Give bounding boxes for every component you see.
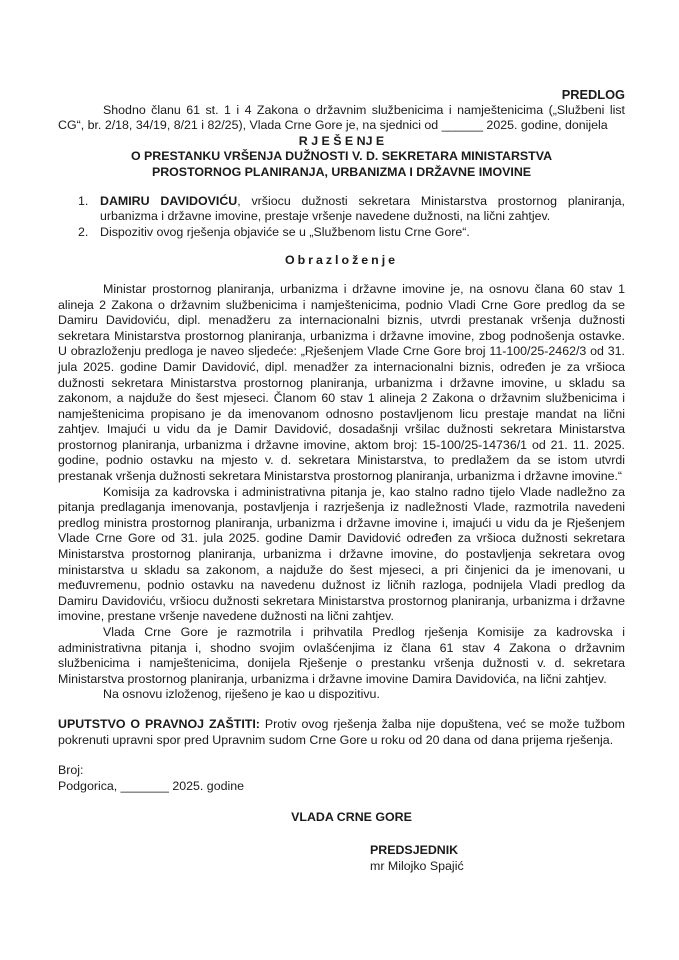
signatory-name: mr Milojko Spajić bbox=[370, 858, 464, 873]
decision-items bbox=[58, 194, 625, 241]
item-text: , vršiocu dužnosti sekretara Ministarstva prostornog planiranja, urbanizma i državne imovine, prestaje vršenje navedene dužnosti, na lični zahtjev. bbox=[100, 193, 626, 224]
place-date: Podgorica, _______ 2025. godine bbox=[58, 778, 245, 793]
decision-subtitle-line1: O PRESTANKU VRŠENJA DUŽNOSTI V. D. SEKRETARA MINISTARSTVA bbox=[130, 149, 553, 164]
reasoning-paragraph: Vlada Crne Gore je razmotrila i prihvatila Predlog rješenja Komisije za kadrovska i administrativna pitanja i, shodno svojim ovlašćenjima iz člana 61 stav 4 Zakona o državnim službenicima i namještenicima, donijela Rješenje o prestanku vršenja dužnosti v. d. sekretara Ministarstva prostornog planiranja, urbanizma i državne imovine Damira Davidovića, na lični zahtjev. bbox=[58, 625, 625, 686]
decision-item bbox=[58, 194, 625, 225]
legal-remedy-text: Protiv ovog rješenja žalba nije dopuštena, već se može tužbom pokrenuti upravni spor pred Upravnim sudom Crne Gore u roku od 20 dana od dana prijema rješenja. bbox=[58, 716, 625, 747]
reasoning-paragraph: Komisija za kadrovska i administrativna pitanja je, kao stalno radno tijelo Vlade nadležno za pitanja predlaganja imenovanja, postavljenja i razrješenja iz nadležnosti Vlade, razmotrila navedeni predlog ministra prostornog planiranja, urbanizma i državne imovine i, imajući u vidu da je Rješenjem Vlade Crne Gore od 31. jula 2025. godine Damir Davidović određen za vršioca dužnosti sekretara Ministarstva prostornog planiranja, urbanizma i državne imovine, do postavljenja sekretara ovog ministarstva u skladu sa zakonom, a najduže do šest mjeseci, a pri činjenici da je imenovani, u međuvremenu, podnio ostavku na navedenu dužnost iz ličnih razloga, podnijela Vladi predlog da Damiru Davidoviću, vršiocu dužnosti sekretara Ministarstva prostornog planiranja, urbanizma i državne imovine, prestane vršenje navedene dužnosti na lični zahtjev. bbox=[58, 484, 625, 624]
decision-item bbox=[58, 225, 625, 241]
decision-subtitle-line2: PROSTORNOG PLANIRANJA, URBANIZMA I DRŽAVNE IMOVINE bbox=[151, 164, 532, 179]
document-page bbox=[58, 87, 625, 874]
decision-title: R J E Š E NJ E bbox=[298, 133, 385, 148]
item-number: 1. bbox=[78, 193, 89, 208]
legal-remedy-label: UPUTSTVO O PRAVNOJ ZAŠTITI: bbox=[58, 716, 260, 731]
item-text: Dispozitiv ovog rješenja objaviće se u „Službenom listu Crne Gore“. bbox=[100, 224, 470, 239]
number-label: Broj: bbox=[58, 763, 84, 778]
signature-block bbox=[370, 843, 625, 874]
issuer: VLADA CRNE GORE bbox=[291, 810, 412, 825]
legal-remedy bbox=[58, 717, 625, 748]
number-block bbox=[58, 763, 625, 794]
item-number: 2. bbox=[78, 224, 89, 239]
preamble: Shodno članu 61 st. 1 i 4 Zakona o državnim službenicima i namještenicima („Službeni list CG“, br. 2/18, 34/19, 8/21 i 82/25), Vlada Crne Gore je, na sjednici od ______ 2025. godine, donijela bbox=[58, 102, 625, 133]
status-label: PREDLOG bbox=[561, 87, 625, 102]
reasoning-heading: Obrazloženje bbox=[284, 253, 399, 268]
item-bold-name: DAMIRU DAVIDOVIĆU bbox=[100, 193, 238, 208]
reasoning-paragraph: Ministar prostornog planiranja, urbanizma i državne imovine je, na osnovu člana 60 stav 1 alineja 2 Zakona o državnim službenicima i namještenicima, podnio Vladi Crne Gore predlog da se Damiru Davidoviću, dipl. menadžeru za internacionalni biznis, utvrdi prestanak vršenja dužnosti sekretara Ministarstva prostornog planiranja, urbanizma i državne imovine, zbog podnošenja ostavke. U obrazloženju predloga je naveo sljedeće: „Rješenjem Vlade Crne Gore broj 11-100/25-2462/3 od 31. jula 2025. godine Damir Davidović, dipl. menadžer za internacionalni biznis, određen je za vršioca dužnosti sekretara Ministarstva prostornog planiranja, urbanizma i državne imovine, u skladu sa zakonom, a najduže do šest mjeseci. Članom 60 stav 1 alineja 2 Zakona o državnim službenicima i namještenicima propisano je da imenovanom odnosno postavljenom licu prestaje mandat na lični zahtjev. Imajući u vidu da je Damir Davidović, dosadašnji vršilac dužnosti sekretara Ministarstva prostornog planiranja, urbanizma i državne imovine, aktom broj: 15-100/25-14736/1 od 21. 11. 2025. godine, podnio ostavku na mjesto v. d. sekretara Ministarstva, to predlažem da se istom utvrdi prestanak vršenja dužnosti sekretara Ministarstva prostornog planiranja, urbanizma i državne imovine.“ bbox=[58, 281, 625, 484]
decision-title-block bbox=[58, 134, 625, 181]
reasoning-paragraph: Na osnovu izloženog, riješeno je kao u dispozitivu. bbox=[103, 687, 380, 702]
signatory-role: PREDSJEDNIK bbox=[370, 842, 459, 857]
